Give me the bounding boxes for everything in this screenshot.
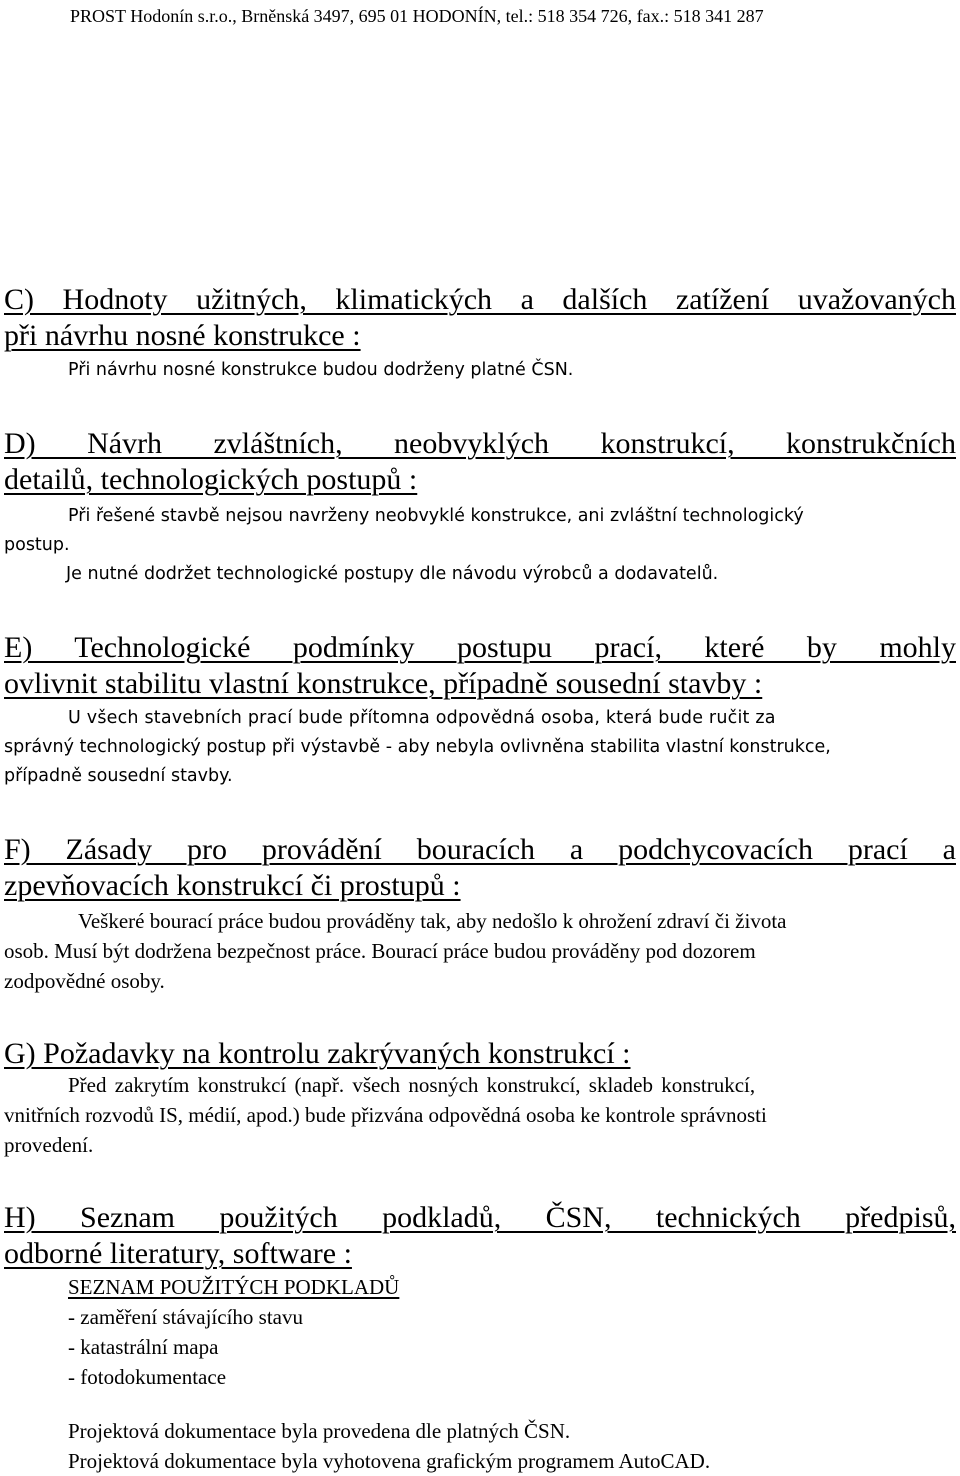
- section-d-body: [4, 502, 956, 589]
- closing-line-1: Projektová dokumentace byla provedena dle platných ČSN.: [68, 1419, 571, 1443]
- section-h-heading-line1: H) Seznam použitých podkladů, ČSN, technických předpisů,: [4, 1201, 956, 1234]
- section-d-body-line1: Při řešené stavbě nejsou navrženy neobvyklé konstrukce, ani zvláštní technologický: [68, 506, 804, 526]
- section-f-body-line1: Veškeré bourací práce budou prováděny tak, aby nedošlo k ohrožení zdraví či života: [78, 909, 787, 933]
- section-c-body: [68, 356, 573, 385]
- section-d-body-line2: postup.: [4, 535, 70, 555]
- closing-line-2: Projektová dokumentace byla vyhotovena grafickým programem AutoCAD.: [68, 1449, 711, 1473]
- section-g-body: [4, 1070, 956, 1160]
- section-d-heading-line2: detailů, technologických postupů :: [4, 463, 418, 496]
- section-f-heading: [4, 832, 956, 904]
- section-d-heading-line1: D) Návrh zvláštních, neobvyklých konstrukcí, konstrukčních: [4, 427, 956, 460]
- list-item: - fotodokumentace: [68, 1365, 227, 1389]
- section-f-body-line2: osob. Musí být dodržena bezpečnost práce. Bourací práce budou prováděny pod dozorem: [4, 939, 756, 963]
- list-item: - katastrální mapa: [68, 1335, 219, 1359]
- section-h-heading-line2: odborné literatury, software :: [4, 1237, 352, 1270]
- section-e-heading: [4, 630, 956, 702]
- section-e-body-line2: správný technologický postup při výstavbě - aby nebyla ovlivněna stabilita vlastní konstrukce,: [4, 737, 831, 757]
- section-e-body: [4, 704, 956, 791]
- section-g-body-line2: vnitřních rozvodů IS, médií, apod.) bude přizvána odpovědná osoba ke kontrole správnosti: [4, 1103, 767, 1127]
- section-h-heading: [4, 1200, 956, 1272]
- section-e-body-line3: případně sousední stavby.: [4, 766, 233, 786]
- section-c-heading-line2: při návrhu nosné konstrukce :: [4, 319, 361, 352]
- section-f-heading-line2: zpevňovacích konstrukcí či prostupů :: [4, 869, 461, 902]
- section-f-body: [4, 906, 956, 996]
- section-e-body-line1: U všech stavebních prací bude přítomna odpovědná osoba, která bude ručit za: [68, 708, 776, 728]
- section-g-body-line3: provedení.: [4, 1133, 94, 1157]
- section-f-body-line3: zodpovědné osoby.: [4, 969, 165, 993]
- section-h-closing: [68, 1416, 710, 1476]
- section-c-body-line1: Při návrhu nosné konstrukce budou dodrženy platné ČSN.: [68, 360, 574, 380]
- section-e-heading-line1: E) Technologické podmínky postupu prací, které by mohly: [4, 631, 956, 664]
- section-c-heading: [4, 282, 956, 354]
- section-c-heading-line1: C) Hodnoty užitných, klimatických a dalších zatížení uvažovaných: [4, 283, 956, 316]
- list-item: - zaměření stávajícího stavu: [68, 1305, 303, 1329]
- section-e-heading-line2: ovlivnit stabilitu vlastní konstrukce, případně sousední stavby :: [4, 667, 763, 700]
- section-h-list: [68, 1302, 303, 1392]
- section-g-heading: [4, 1036, 956, 1072]
- section-g-heading-line1: G) Požadavky na kontrolu zakrývaných konstrukcí :: [4, 1037, 631, 1070]
- section-h-sublabel: SEZNAM POUŽITÝCH PODKLADŮ: [68, 1275, 400, 1299]
- section-f-heading-line1: F) Zásady pro provádění bouracích a podchycovacích prací a: [4, 833, 956, 866]
- section-d-heading: [4, 426, 956, 498]
- section-g-body-line1: Před zakrytím konstrukcí (např. všech nosných konstrukcí, skladeb konstrukcí,: [68, 1073, 756, 1097]
- section-d-body-line3: Je nutné dodržet technologické postupy dle návodu výrobců a dodavatelů.: [66, 564, 719, 584]
- page-header: PROST Hodonín s.r.o., Brněnská 3497, 695 01 HODONÍN, tel.: 518 354 726, fax.: 518 341 287: [70, 6, 764, 26]
